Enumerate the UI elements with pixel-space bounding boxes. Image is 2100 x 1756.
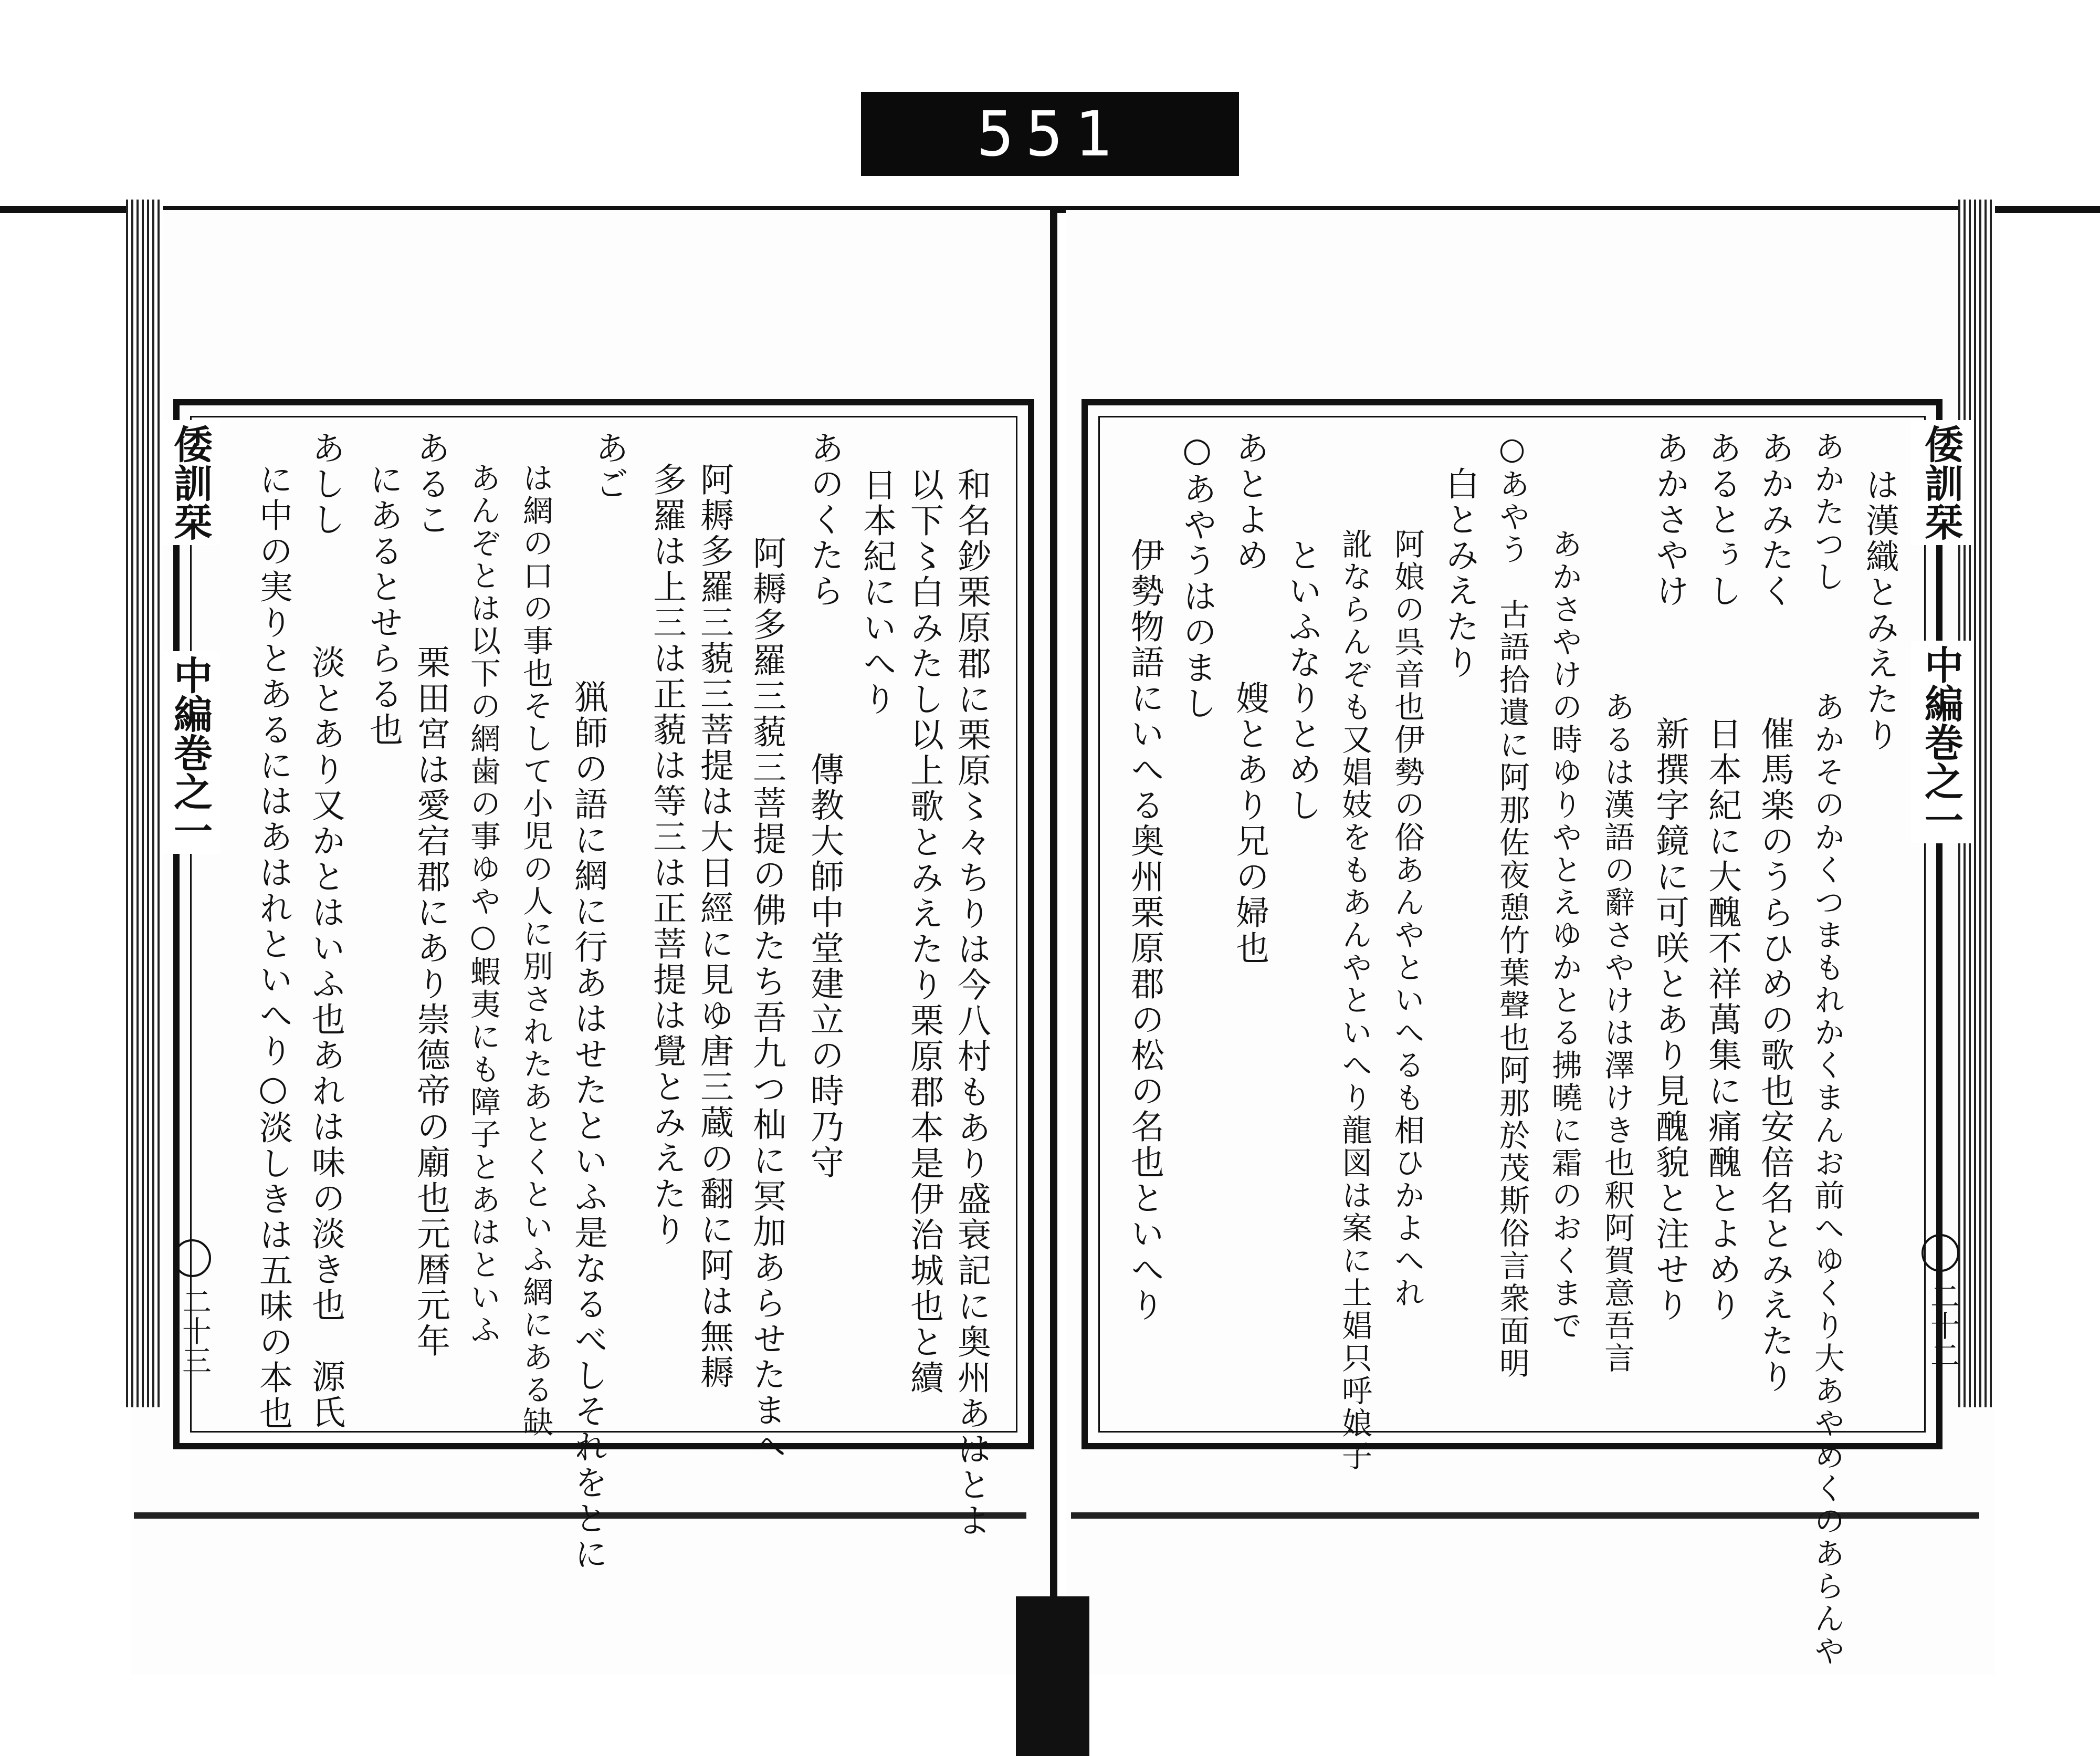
left-column-8: あご [590, 431, 628, 502]
left-page-edge [126, 200, 163, 1407]
left-title-slip: 倭訓栞 [160, 420, 220, 545]
right-column-3: あかみたく 催馬楽のうらひめの歌也安倍名とみえたり [1755, 431, 1794, 1395]
right-column-8: ○あやう 古語拾遺に阿那佐夜憩竹葉聲也阿那於茂斯俗言衆面明 [1494, 431, 1530, 1380]
left-column-15: に中の実りとあるにはあはれといへり○淡しきは五味の本也 [254, 462, 292, 1431]
right-folio: 二十二 [1926, 1281, 1960, 1370]
left-column-9: 猟師の語に網に行あはせたといふ是なるべしそれをとに [569, 572, 607, 1572]
left-column-7: 多羅は上三は正藐は等三は正菩提は覺とみえたり [647, 462, 686, 1248]
left-column-4: あのくたら 傳教大師中堂建立の時乃守 [805, 431, 844, 1180]
right-title-slip: 倭訓栞 [1911, 420, 1971, 545]
left-column-3: 日本紀にいへり [857, 467, 896, 717]
left-column-14: あしし 淡とあり又かとはいふ也あれは味の淡き也 源氏 [306, 431, 345, 1430]
call-number-label: 551 [861, 92, 1239, 176]
right-column-12: といふなりとめし [1283, 431, 1321, 823]
right-column-10: 阿娘の呉音也伊勢の俗あんやといへるも相ひかよへれ [1389, 431, 1425, 1310]
right-column-5: あかさやけ 新撰字鏡に可咲とあり見醜貌と注せり [1650, 431, 1689, 1323]
right-column-1: は漢織とみえたり [1860, 467, 1899, 753]
right-column-14: ○あやうはのまし [1178, 431, 1216, 722]
left-column-5: 阿耨多羅三藐三菩提の佛たち吾九つ杣に冥加あらせたまへ [747, 536, 786, 1464]
right-column-6: あるは漢語の辭さやけは澤けき也釈阿賀意吾言 [1599, 431, 1635, 1375]
right-column-11: 訛ならんぞも又娼妓をもあんやといへり龍図は案に土娼只呼娘子 [1337, 431, 1372, 1472]
left-column-10: は網の口の事也そして小児の人に別されたあとくといふ網にある缺 [518, 462, 553, 1439]
left-column-12: あるこ 栗田宮は愛宕郡にあり崇德帝の廟也元暦元年 [411, 431, 450, 1359]
right-volume-slip: 中編巻之一 [1911, 641, 1971, 843]
left-volume-slip: 中編巻之一 [160, 651, 220, 854]
left-column-6: 阿耨多羅三藐三菩提は大日經に見ゆ唐三蔵の翻に阿は無耨 [695, 462, 733, 1391]
left-column-11: あんぞとは以下の網歯の事ゆや○蝦夷にも障子とあはといふ [465, 462, 501, 1346]
right-column-15: 伊勢物語にいへる奥州栗原郡の松の名也といへり [1125, 431, 1164, 1323]
left-folio: 二十三 [177, 1287, 212, 1375]
left-column-2: 以下〻白みたし以上歌とみえたり栗原郡本是伊治城也と續 [905, 467, 943, 1396]
left-column-1: 和名鈔栗原郡に栗原〻々ちりは今八村もあり盛衰記に奥州あはとよ [952, 467, 991, 1539]
right-column-7: あかさやけの時ゆりやとえゆかとる拂曉に霜のおくまで [1547, 431, 1582, 1342]
book-spine [1050, 210, 1057, 1623]
left-folio-mark [173, 1239, 211, 1277]
spine-shadow [1016, 1596, 1089, 1756]
right-folio-mark [1922, 1234, 1959, 1272]
right-column-4: あるとぅし 日本紀に大醜不祥萬集に痛醜とよめり [1703, 431, 1741, 1323]
right-column-9: 白とみえたり [1440, 431, 1479, 681]
left-column-13: にあるとせらる也 [364, 462, 403, 748]
right-column-2: あかたつし あかそのかくつまもれかくまんお前へゆくり大あやめくのあらんや [1809, 431, 1845, 1668]
right-column-13: あとよめ 嫂とあり兄の婦也 [1230, 431, 1269, 966]
